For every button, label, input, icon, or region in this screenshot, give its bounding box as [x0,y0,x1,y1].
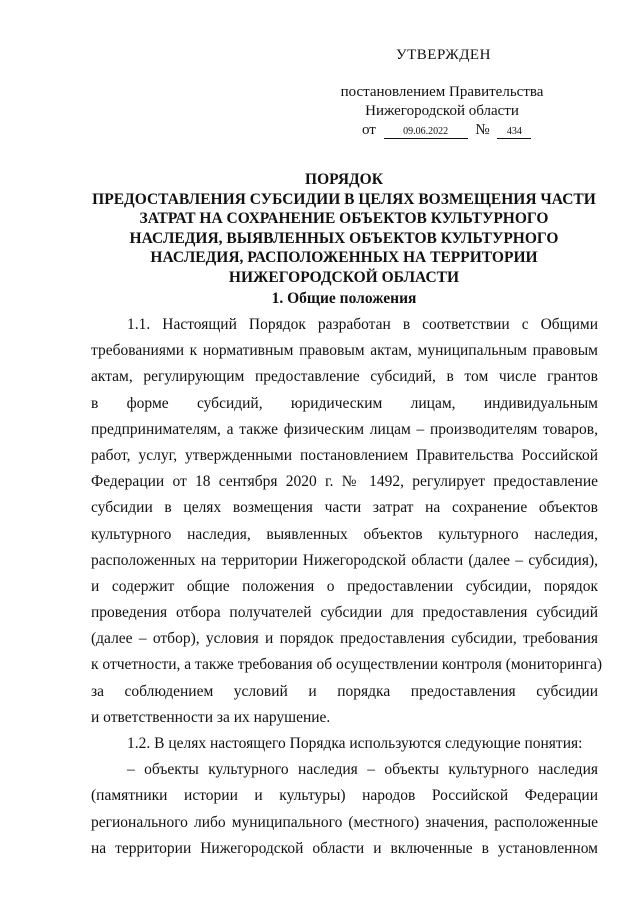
approved-label: УТВЕРЖДЕН [396,47,491,63]
body-line: (далее – отбор), условия и порядок предоставления субсидии, требования [91,630,598,648]
section-heading: 1. Общие положения [271,290,417,307]
body-line: на территории Нижегородской области и включенные в установленном [91,839,598,857]
body-line: и содержит общие положения о предоставлении субсидии, порядок [91,577,598,595]
date-prefix: от [362,122,376,138]
body-line: за соблюдением условий и порядка предоставления субсидии [91,682,598,700]
body-line: субсидии в целях возмещения части затрат на сохранение объектов [91,499,598,517]
approval-date: 09.06.2022 [384,126,468,139]
body-line: проведения отбора получателей субсидии для предоставления субсидий [91,604,598,622]
body-line: – объекты культурного наследия – объекты культурного наследия [127,761,598,779]
document-title [80,170,608,287]
title-line: ПОРЯДОК [305,171,383,188]
body-line: предпринимателям, а также физическим лицам – производителям товаров, [91,420,598,438]
body-line: расположенных на территории Нижегородской области (далее – субсидия), [91,551,598,569]
number-sign: № [475,122,490,138]
title-line: НАСЛЕДИЯ, ВЫЯВЛЕННЫХ ОБЪЕКТОВ КУЛЬТУРНОГО [129,229,559,247]
body-line: культурного наследия, выявленных объектов культурного наследия, [91,525,598,543]
approval-date-line [330,121,554,140]
body-line: 1.1. Настоящий Порядок разработан в соответствии с Общими [127,316,598,333]
approval-line-2: Нижегородской области [365,103,519,119]
document-body [91,312,603,862]
body-line: (памятники истории и культуры) народов Российской Федерации [91,787,598,805]
title-line: НИЖЕГОРОДСКОЙ ОБЛАСТИ [228,268,460,286]
approval-number: 434 [497,126,531,139]
body-line: к отчетности, а также требования об осуществлении контроля (мониторинга) [91,656,603,674]
body-line: в форме субсидий, юридическим лицам, индивидуальным [91,394,598,412]
title-line: ЗАТРАТ НА СОХРАНЕНИЕ ОБЪЕКТОВ КУЛЬТУРНОГО [139,210,549,227]
body-line: регионального либо муниципального (местного) значения, расположенные [91,813,598,831]
title-line: НАСЛЕДИЯ, РАСПОЛОЖЕННЫХ НА ТЕРРИТОРИИ [150,249,538,266]
body-line: 1.2. В целях настоящего Порядка используются следующие понятия: [127,735,583,752]
body-line: требованиями к нормативным правовым актам, муниципальным правовым [91,342,598,360]
approval-stamp [330,46,554,140]
body-line: и ответственности за их нарушение. [91,708,331,726]
body-line: Федерации от 18 сентября 2020 г. № 1492, регулирует предоставление [91,473,598,491]
title-line: ПРЕДОСТАВЛЕНИЯ СУБСИДИИ В ЦЕЛЯХ ВОЗМЕЩЕНИЯ ЧАСТИ [92,190,596,208]
body-line: актам, регулирующим предоставление субсидий, в том числе грантов [91,368,598,386]
body-line: работ, услуг, утвержденными постановлением Правительства Российской [91,446,598,464]
approval-line-1: постановлением Правительства [340,84,544,100]
